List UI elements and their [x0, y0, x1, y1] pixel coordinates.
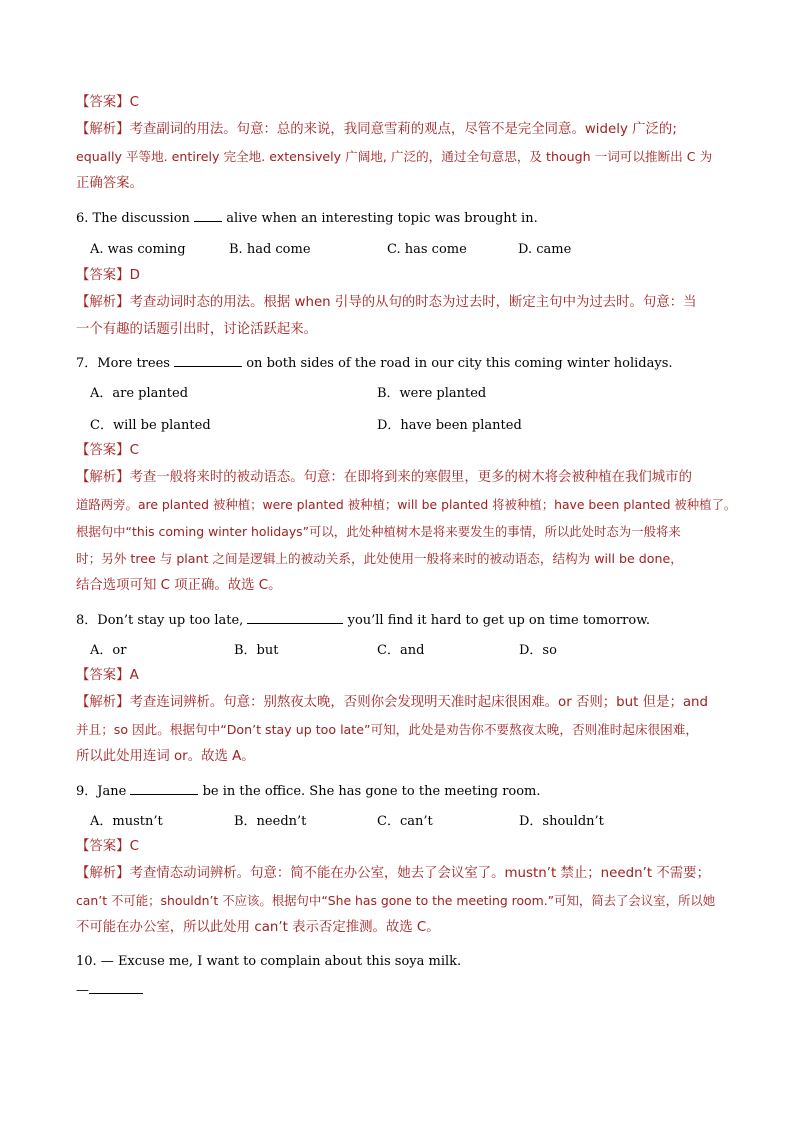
option-c: C．and — [377, 643, 425, 658]
analysis-line: 不可能在办公室，所以此处用 can’t 表示否定推测。故选 C。 — [76, 920, 440, 935]
analysis-label: 【解析】 — [76, 122, 130, 137]
answer-value: C — [129, 443, 139, 458]
analysis-label: 【解析】 — [76, 470, 130, 485]
question-text: 9．Jane — [76, 784, 127, 799]
analysis-line: equally 平等地. entirely 完全地. extensively 广阔地, 广泛的，通过全句意思，及 though 一词可以推断出 C 为 — [76, 149, 713, 164]
analysis-label: 【解析】 — [76, 295, 130, 310]
analysis-text: 考查连词辨析。句意：别熬夜太晚，否则你会发现明天准时起床很困难。or 否则；but 但是；and — [129, 695, 709, 710]
analysis-line — [76, 694, 708, 712]
analysis-line: 所以此处用连词 or。故选 A。 — [76, 749, 255, 764]
answer-value: D — [129, 268, 140, 283]
analysis-line: 道路两旁。are planted 被种植；were planted 被种植；will be planted 将被种植；have been planted 被种植了。 — [76, 497, 737, 512]
question-text: 7．More trees — [76, 356, 170, 371]
answer-line-5 — [76, 94, 139, 112]
analysis-text: 考查副词的用法。句意：总的来说，我同意雪莉的观点，尽管不是完全同意。widely 广泛的; — [129, 122, 677, 137]
question-7 — [76, 354, 673, 373]
question-text: 8．Don’t stay up too late, — [76, 613, 244, 628]
answer-blank — [130, 782, 198, 795]
option-c: C. has come — [387, 242, 467, 257]
question-10: 10. — Excuse me, I want to complain about this soya milk. — [76, 954, 462, 969]
option-a: A. was coming — [90, 242, 186, 257]
option-b: B．but — [234, 643, 279, 658]
answer-line-6 — [76, 267, 140, 285]
option-b: B．needn’t — [234, 814, 307, 829]
reply-line — [76, 981, 143, 1000]
analysis-line: 正确答案。 — [76, 176, 143, 191]
option-d: D．have been planted — [377, 418, 522, 433]
question-text: be in the office. She has gone to the meeting room. — [202, 784, 541, 799]
analysis-line: 根据句中“this coming winter holidays”可以，此处种植树木是将来要发生的事情，所以此处时态为一般将来 — [76, 524, 681, 539]
answer-blank — [89, 981, 143, 994]
answer-blank — [247, 611, 343, 624]
question-8 — [76, 611, 650, 630]
analysis-line: 一个有趣的话题引出时，讨论活跃起来。 — [76, 322, 318, 337]
analysis-line — [76, 469, 692, 487]
analysis-text: 考查动词时态的用法。根据 when 引导的从句的时态为过去时，断定主句中为过去时。句意：当 — [129, 295, 697, 310]
question-text: on both sides of the road in our city this coming winter holidays. — [246, 356, 673, 371]
option-b: B. had come — [229, 242, 311, 257]
answer-value: C — [129, 839, 139, 854]
option-b: B．were planted — [377, 386, 487, 401]
answer-line-7 — [76, 442, 139, 460]
analysis-text: 考查情态动词辨析。句意：简不能在办公室，她去了会议室了。mustn’t 禁止；needn’t 不需要； — [129, 866, 710, 881]
option-a: A．or — [90, 643, 127, 658]
answer-line-9 — [76, 838, 139, 856]
analysis-line — [76, 294, 696, 312]
question-6 — [76, 209, 538, 228]
option-d: D．so — [519, 643, 557, 658]
answer-label: 【答案】 — [76, 839, 130, 854]
question-text: alive when an interesting topic was brought in. — [226, 211, 538, 226]
answer-blank — [174, 354, 242, 367]
answer-label: 【答案】 — [76, 443, 130, 458]
analysis-line: 并且；so 因此。根据句中“Don’t stay up too late”可知，此处是劝告你不要熬夜太晚，否则准时起床很困难， — [76, 722, 698, 737]
analysis-line: 时；另外 tree 与 plant 之间是逻辑上的被动关系，此处使用一般将来时的被动语态，结构为 will be done， — [76, 551, 683, 566]
answer-label: 【答案】 — [76, 668, 130, 683]
analysis-line — [76, 121, 677, 139]
option-c: C．will be planted — [90, 418, 211, 433]
analysis-text: 考查一般将来时的被动语态。句意：在即将到来的寒假里，更多的树木将会被种植在我们城市的 — [129, 470, 692, 485]
option-c: C．can’t — [377, 814, 433, 829]
answer-label: 【答案】 — [76, 268, 130, 283]
analysis-line: can’t 不可能；shouldn’t 不应该。根据句中“She has gone to the meeting room.”可知，简去了会议室，所以她 — [76, 893, 716, 908]
analysis-label: 【解析】 — [76, 866, 130, 881]
analysis-line: 结合选项可知 C 项正确。故选 C。 — [76, 578, 282, 593]
answer-blank — [194, 209, 222, 222]
option-a: A．mustn’t — [90, 814, 163, 829]
question-9 — [76, 782, 541, 801]
analysis-line — [76, 865, 710, 883]
analysis-label: 【解析】 — [76, 695, 130, 710]
question-text: you’ll find it hard to get up on time tomorrow. — [347, 613, 650, 628]
answer-label: 【答案】 — [76, 95, 130, 110]
option-d: D．shouldn’t — [519, 814, 604, 829]
answer-value: C — [129, 95, 139, 110]
option-a: A．are planted — [90, 386, 189, 401]
answer-value: A — [129, 668, 139, 683]
option-d: D. came — [518, 242, 572, 257]
reply-dash: — — [76, 983, 89, 998]
question-text: 6. The discussion — [76, 211, 190, 226]
answer-line-8 — [76, 667, 139, 685]
